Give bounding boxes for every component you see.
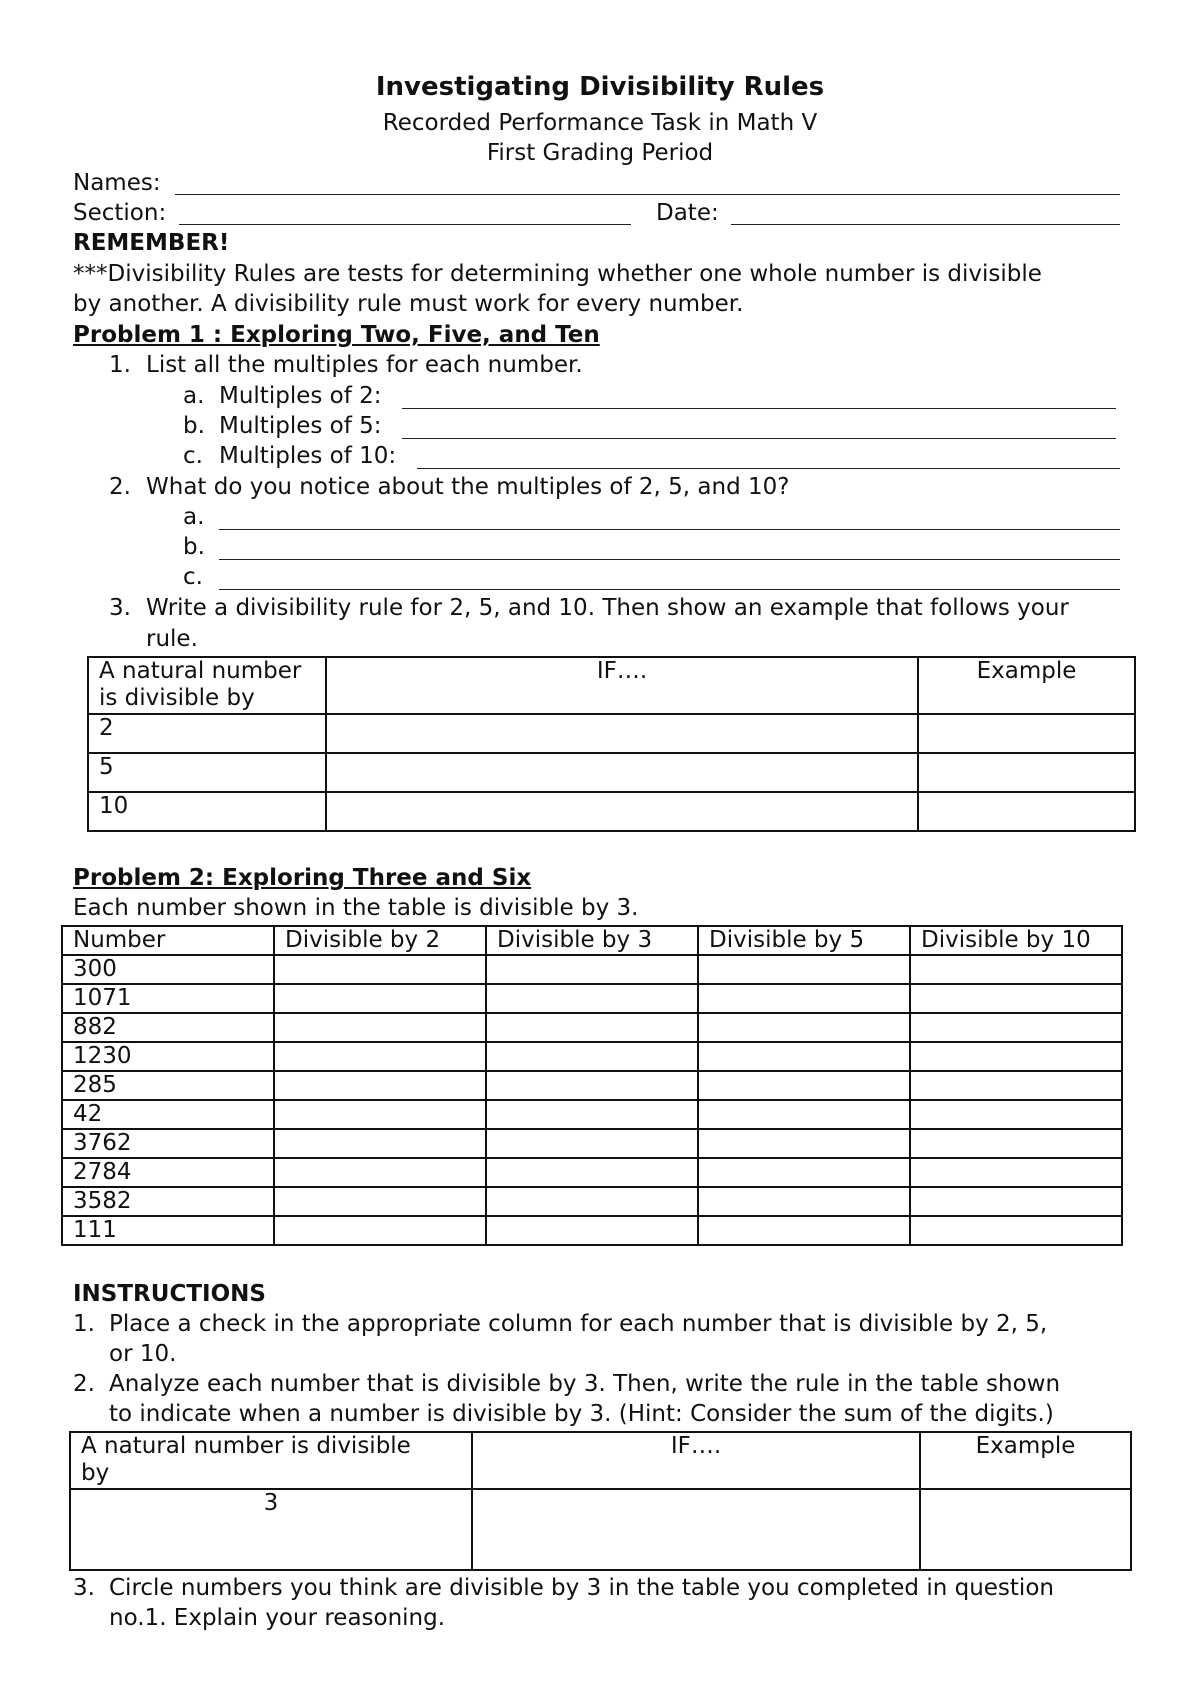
q3-number: 3. bbox=[109, 595, 131, 621]
q2c-answer-line[interactable] bbox=[219, 589, 1120, 590]
table-row bbox=[62, 1216, 1122, 1245]
check-cell[interactable] bbox=[910, 1071, 1122, 1100]
check-cell[interactable] bbox=[698, 955, 910, 984]
check-cell[interactable] bbox=[274, 1013, 486, 1042]
q1b-label: Multiples of 5: bbox=[219, 413, 382, 439]
q1a-answer-line[interactable] bbox=[402, 408, 1116, 409]
check-cell[interactable] bbox=[910, 1158, 1122, 1187]
q2b-letter: b. bbox=[183, 534, 205, 560]
row-label-cell: 10 bbox=[88, 792, 326, 831]
check-cell[interactable] bbox=[486, 1042, 698, 1071]
names-field[interactable] bbox=[175, 194, 1120, 195]
example-cell[interactable] bbox=[918, 792, 1135, 831]
table-row bbox=[88, 792, 1135, 831]
check-cell[interactable] bbox=[274, 1158, 486, 1187]
instructions-heading: INSTRUCTIONS bbox=[73, 1281, 266, 1307]
example-cell[interactable] bbox=[920, 1489, 1131, 1570]
check-cell[interactable] bbox=[486, 955, 698, 984]
q2c-letter: c. bbox=[183, 564, 203, 590]
number-cell: 285 bbox=[62, 1071, 274, 1100]
number-cell: 3582 bbox=[62, 1187, 274, 1216]
check-cell[interactable] bbox=[910, 1013, 1122, 1042]
check-cell[interactable] bbox=[274, 1216, 486, 1245]
number-cell: 1071 bbox=[62, 984, 274, 1013]
problem2-intro: Each number shown in the table is divisible by 3. bbox=[73, 895, 639, 921]
q3-text-line1: Write a divisibility rule for 2, 5, and 10. Then show an example that follows your bbox=[146, 595, 1069, 621]
header-line: A natural number is divisible bbox=[81, 1433, 411, 1459]
header-cell: Divisible by 3 bbox=[486, 926, 698, 955]
check-cell[interactable] bbox=[486, 1100, 698, 1129]
check-cell[interactable] bbox=[698, 984, 910, 1013]
date-field[interactable] bbox=[731, 224, 1120, 225]
header-cell: Example bbox=[918, 657, 1135, 714]
check-cell[interactable] bbox=[910, 1216, 1122, 1245]
check-cell[interactable] bbox=[486, 1216, 698, 1245]
header-cell: Divisible by 2 bbox=[274, 926, 486, 955]
table-row bbox=[88, 753, 1135, 792]
number-cell: 1230 bbox=[62, 1042, 274, 1071]
check-cell[interactable] bbox=[910, 984, 1122, 1013]
row-label-cell: 3 bbox=[70, 1489, 472, 1570]
check-cell[interactable] bbox=[910, 1042, 1122, 1071]
table-row bbox=[62, 955, 1122, 984]
number-cell: 111 bbox=[62, 1216, 274, 1245]
instruction3-number: 3. bbox=[73, 1575, 95, 1601]
instruction1-line1: Place a check in the appropriate column for each number that is divisible by 2, 5, bbox=[109, 1311, 1048, 1337]
grading-period: First Grading Period bbox=[486, 140, 714, 166]
q1a-label: Multiples of 2: bbox=[219, 383, 382, 409]
check-cell[interactable] bbox=[698, 1100, 910, 1129]
header-line: by bbox=[81, 1460, 110, 1486]
check-cell[interactable] bbox=[274, 1071, 486, 1100]
check-cell[interactable] bbox=[910, 1129, 1122, 1158]
check-cell[interactable] bbox=[910, 955, 1122, 984]
row-label-cell: 2 bbox=[88, 714, 326, 753]
header-cell: Divisible by 5 bbox=[698, 926, 910, 955]
number-cell: 300 bbox=[62, 955, 274, 984]
instruction2-line1: Analyze each number that is divisible by 3. Then, write the rule in the table shown bbox=[109, 1371, 1061, 1397]
check-cell[interactable] bbox=[698, 1042, 910, 1071]
table-row bbox=[62, 1042, 1122, 1071]
check-cell[interactable] bbox=[274, 1100, 486, 1129]
header-cell: Divisible by 10 bbox=[910, 926, 1122, 955]
check-cell[interactable] bbox=[274, 1129, 486, 1158]
check-cell[interactable] bbox=[486, 984, 698, 1013]
check-cell[interactable] bbox=[910, 1187, 1122, 1216]
header-cell: Number bbox=[62, 926, 274, 955]
number-cell: 882 bbox=[62, 1013, 274, 1042]
check-cell[interactable] bbox=[486, 1187, 698, 1216]
header-cell bbox=[88, 657, 326, 714]
remember-heading: REMEMBER! bbox=[73, 230, 230, 256]
instruction3-line1: Circle numbers you think are divisible by 3 in the table you completed in question bbox=[109, 1575, 1054, 1601]
if-cell[interactable] bbox=[326, 714, 918, 753]
table-header-row bbox=[70, 1432, 1131, 1489]
page-subtitle: Recorded Performance Task in Math V bbox=[382, 110, 818, 136]
q1a-letter: a. bbox=[183, 383, 205, 409]
if-cell[interactable] bbox=[326, 753, 918, 792]
section-label: Section: bbox=[73, 200, 167, 226]
example-cell[interactable] bbox=[918, 753, 1135, 792]
table-row bbox=[62, 1071, 1122, 1100]
if-cell[interactable] bbox=[326, 792, 918, 831]
instruction1-number: 1. bbox=[73, 1311, 95, 1337]
check-cell[interactable] bbox=[486, 1158, 698, 1187]
q2a-answer-line[interactable] bbox=[219, 529, 1120, 530]
q1b-answer-line[interactable] bbox=[402, 438, 1116, 439]
table-row bbox=[62, 1013, 1122, 1042]
instruction2-number: 2. bbox=[73, 1371, 95, 1397]
header-cell: IF…. bbox=[326, 657, 918, 714]
q2-number: 2. bbox=[109, 474, 131, 500]
table-row bbox=[62, 984, 1122, 1013]
date-label: Date: bbox=[656, 200, 719, 226]
remember-text-line1: ***Divisibility Rules are tests for determining whether one whole number is divisible bbox=[73, 261, 1042, 287]
table-row bbox=[62, 1158, 1122, 1187]
header-line: A natural number bbox=[99, 658, 302, 684]
page-title: Investigating Divisibility Rules bbox=[375, 72, 825, 102]
header-line: is divisible by bbox=[99, 685, 255, 711]
number-cell: 3762 bbox=[62, 1129, 274, 1158]
check-cell[interactable] bbox=[698, 1071, 910, 1100]
q1-number: 1. bbox=[109, 352, 131, 378]
header-cell: Example bbox=[920, 1432, 1131, 1489]
q1-text: List all the multiples for each number. bbox=[146, 352, 583, 378]
number-cell: 42 bbox=[62, 1100, 274, 1129]
row-label-cell: 5 bbox=[88, 753, 326, 792]
instruction1-line2: or 10. bbox=[109, 1341, 177, 1367]
instruction2-line2: to indicate when a number is divisible by 3. (Hint: Consider the sum of the digits.) bbox=[109, 1401, 1054, 1427]
check-cell[interactable] bbox=[486, 1013, 698, 1042]
q2-text: What do you notice about the multiples of 2, 5, and 10? bbox=[146, 474, 790, 500]
check-cell[interactable] bbox=[486, 1071, 698, 1100]
header-cell bbox=[70, 1432, 472, 1489]
problem2-heading: Problem 2: Exploring Three and Six bbox=[73, 865, 532, 891]
check-cell[interactable] bbox=[274, 955, 486, 984]
names-label: Names: bbox=[73, 170, 161, 196]
table-row bbox=[70, 1489, 1131, 1570]
q1b-letter: b. bbox=[183, 413, 205, 439]
check-cell[interactable] bbox=[698, 1216, 910, 1245]
rule-table-3 bbox=[69, 1431, 1132, 1571]
check-cell[interactable] bbox=[486, 1129, 698, 1158]
check-cell[interactable] bbox=[274, 1042, 486, 1071]
q1c-letter: c. bbox=[183, 443, 203, 469]
header-cell: IF…. bbox=[472, 1432, 920, 1489]
table-header-row bbox=[62, 926, 1122, 955]
example-cell[interactable] bbox=[918, 714, 1135, 753]
check-cell[interactable] bbox=[698, 1158, 910, 1187]
check-cell[interactable] bbox=[274, 984, 486, 1013]
table-row bbox=[88, 714, 1135, 753]
remember-text-line2: by another. A divisibility rule must work for every number. bbox=[73, 291, 744, 317]
q2b-answer-line[interactable] bbox=[219, 559, 1120, 560]
number-cell: 2784 bbox=[62, 1158, 274, 1187]
check-cell[interactable] bbox=[698, 1187, 910, 1216]
section-field[interactable] bbox=[179, 224, 631, 225]
table-header-row bbox=[88, 657, 1135, 714]
check-cell[interactable] bbox=[698, 1129, 910, 1158]
check-cell[interactable] bbox=[910, 1100, 1122, 1129]
q1c-label: Multiples of 10: bbox=[219, 443, 397, 469]
check-cell[interactable] bbox=[274, 1187, 486, 1216]
table-row bbox=[62, 1100, 1122, 1129]
instruction3-line2: no.1. Explain your reasoning. bbox=[109, 1605, 446, 1631]
table-row bbox=[62, 1187, 1122, 1216]
q1c-answer-line[interactable] bbox=[417, 468, 1120, 469]
table-row bbox=[62, 1129, 1122, 1158]
q3-text-line2: rule. bbox=[146, 626, 198, 652]
problem1-heading: Problem 1 : Exploring Two, Five, and Ten bbox=[73, 322, 600, 348]
check-cell[interactable] bbox=[698, 1013, 910, 1042]
q2a-letter: a. bbox=[183, 504, 205, 530]
divisibility-table bbox=[61, 925, 1123, 1246]
if-cell[interactable] bbox=[472, 1489, 920, 1570]
rule-table-2-5-10 bbox=[87, 656, 1136, 832]
